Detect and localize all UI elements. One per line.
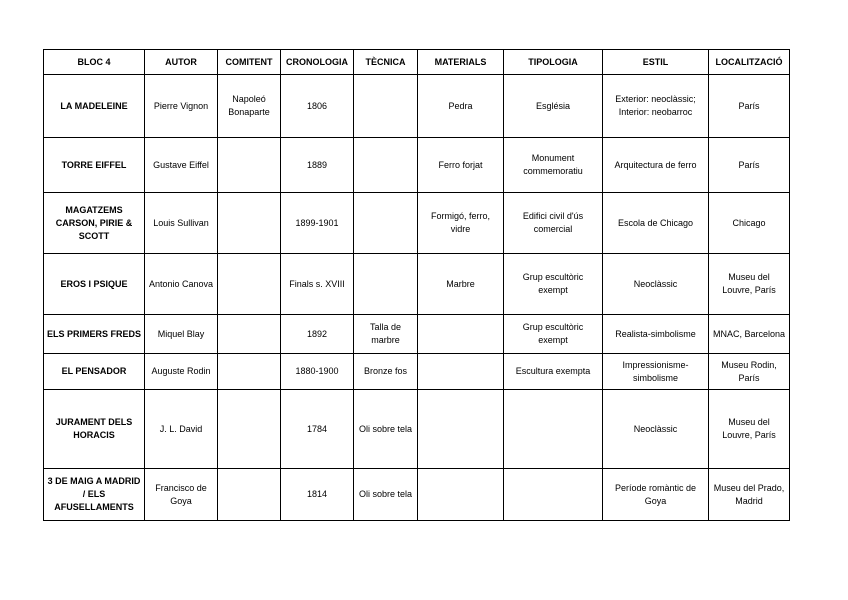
table-row [44, 193, 790, 254]
cell-tipologia: Església [504, 75, 603, 138]
cell-cronologia: 1899-1901 [281, 193, 354, 254]
cell-localitzacio: Chicago [709, 193, 790, 254]
cell-localitzacio: París [709, 138, 790, 193]
header-tipologia: TIPOLOGIA [504, 50, 603, 75]
cell-tipologia: Grup escultòric exempt [504, 254, 603, 315]
cell-name: EL PENSADOR [44, 354, 145, 390]
cell-name: LA MADELEINE [44, 75, 145, 138]
cell-comitent [218, 469, 281, 521]
cell-autor: Gustave Eiffel [145, 138, 218, 193]
cell-tecnica: Talla de marbre [354, 315, 418, 354]
cell-tecnica [354, 75, 418, 138]
cell-tecnica: Oli sobre tela [354, 469, 418, 521]
cell-localitzacio: Museu del Prado, Madrid [709, 469, 790, 521]
table-row [44, 138, 790, 193]
cell-name: JURAMENT DELS HORACIS [44, 390, 145, 469]
table-row [44, 315, 790, 354]
cell-localitzacio: Museu Rodin, París [709, 354, 790, 390]
cell-tecnica [354, 138, 418, 193]
cell-tecnica: Bronze fos [354, 354, 418, 390]
cell-materials [418, 390, 504, 469]
cell-estil: Període romàntic de Goya [603, 469, 709, 521]
cell-estil: Neoclàssic [603, 254, 709, 315]
cell-estil: Neoclàssic [603, 390, 709, 469]
header-estil: ESTIL [603, 50, 709, 75]
cell-autor: Pierre Vignon [145, 75, 218, 138]
cell-tipologia: Edifici civil d'ús comercial [504, 193, 603, 254]
cell-estil: Impressionisme-simbolisme [603, 354, 709, 390]
cell-autor: Auguste Rodin [145, 354, 218, 390]
header-materials: MATERIALS [418, 50, 504, 75]
cell-tecnica [354, 193, 418, 254]
cell-name: ELS PRIMERS FREDS [44, 315, 145, 354]
cell-tecnica: Oli sobre tela [354, 390, 418, 469]
cell-cronologia: Finals s. XVIII [281, 254, 354, 315]
cell-autor: Miquel Blay [145, 315, 218, 354]
cell-materials: Formigó, ferro, vidre [418, 193, 504, 254]
cell-comitent [218, 138, 281, 193]
cell-materials [418, 354, 504, 390]
cell-tipologia: Escultura exempta [504, 354, 603, 390]
table-row [44, 390, 790, 469]
cell-estil: Arquitectura de ferro [603, 138, 709, 193]
cell-autor: Louis Sullivan [145, 193, 218, 254]
table-row [44, 254, 790, 315]
table-row [44, 354, 790, 390]
artworks-table [43, 49, 790, 521]
cell-cronologia: 1784 [281, 390, 354, 469]
cell-materials: Marbre [418, 254, 504, 315]
header-cronologia: CRONOLOGIA [281, 50, 354, 75]
cell-materials: Ferro forjat [418, 138, 504, 193]
header-row [44, 50, 790, 75]
cell-cronologia: 1892 [281, 315, 354, 354]
cell-materials [418, 469, 504, 521]
cell-tecnica [354, 254, 418, 315]
cell-comitent [218, 193, 281, 254]
table-row [44, 75, 790, 138]
header-localitzacio: LOCALITZACIÓ [709, 50, 790, 75]
cell-tipologia: Monument commemoratiu [504, 138, 603, 193]
cell-localitzacio: Museu del Louvre, París [709, 390, 790, 469]
header-bloc: BLOC 4 [44, 50, 145, 75]
cell-name: EROS I PSIQUE [44, 254, 145, 315]
cell-name: 3 DE MAIG A MADRID / ELS AFUSELLAMENTS [44, 469, 145, 521]
cell-comitent [218, 390, 281, 469]
cell-estil: Exterior: neoclàssic; Interior: neobarroc [603, 75, 709, 138]
cell-comitent [218, 254, 281, 315]
cell-comitent [218, 315, 281, 354]
cell-autor: J. L. David [145, 390, 218, 469]
cell-materials: Pedra [418, 75, 504, 138]
cell-estil: Escola de Chicago [603, 193, 709, 254]
cell-autor: Francisco de Goya [145, 469, 218, 521]
cell-estil: Realista-simbolisme [603, 315, 709, 354]
cell-localitzacio: MNAC, Barcelona [709, 315, 790, 354]
cell-comitent [218, 354, 281, 390]
cell-autor: Antonio Canova [145, 254, 218, 315]
table-row [44, 469, 790, 521]
cell-localitzacio: Museu del Louvre, París [709, 254, 790, 315]
cell-name: MAGATZEMS CARSON, PIRIE & SCOTT [44, 193, 145, 254]
header-tecnica: TÈCNICA [354, 50, 418, 75]
header-autor: AUTOR [145, 50, 218, 75]
cell-name: TORRE EIFFEL [44, 138, 145, 193]
cell-materials [418, 315, 504, 354]
cell-cronologia: 1806 [281, 75, 354, 138]
cell-localitzacio: París [709, 75, 790, 138]
cell-cronologia: 1814 [281, 469, 354, 521]
cell-tipologia [504, 390, 603, 469]
cell-comitent: Napoleó Bonaparte [218, 75, 281, 138]
cell-cronologia: 1880-1900 [281, 354, 354, 390]
cell-tipologia: Grup escultòric exempt [504, 315, 603, 354]
header-comitent: COMITENT [218, 50, 281, 75]
cell-cronologia: 1889 [281, 138, 354, 193]
cell-tipologia [504, 469, 603, 521]
